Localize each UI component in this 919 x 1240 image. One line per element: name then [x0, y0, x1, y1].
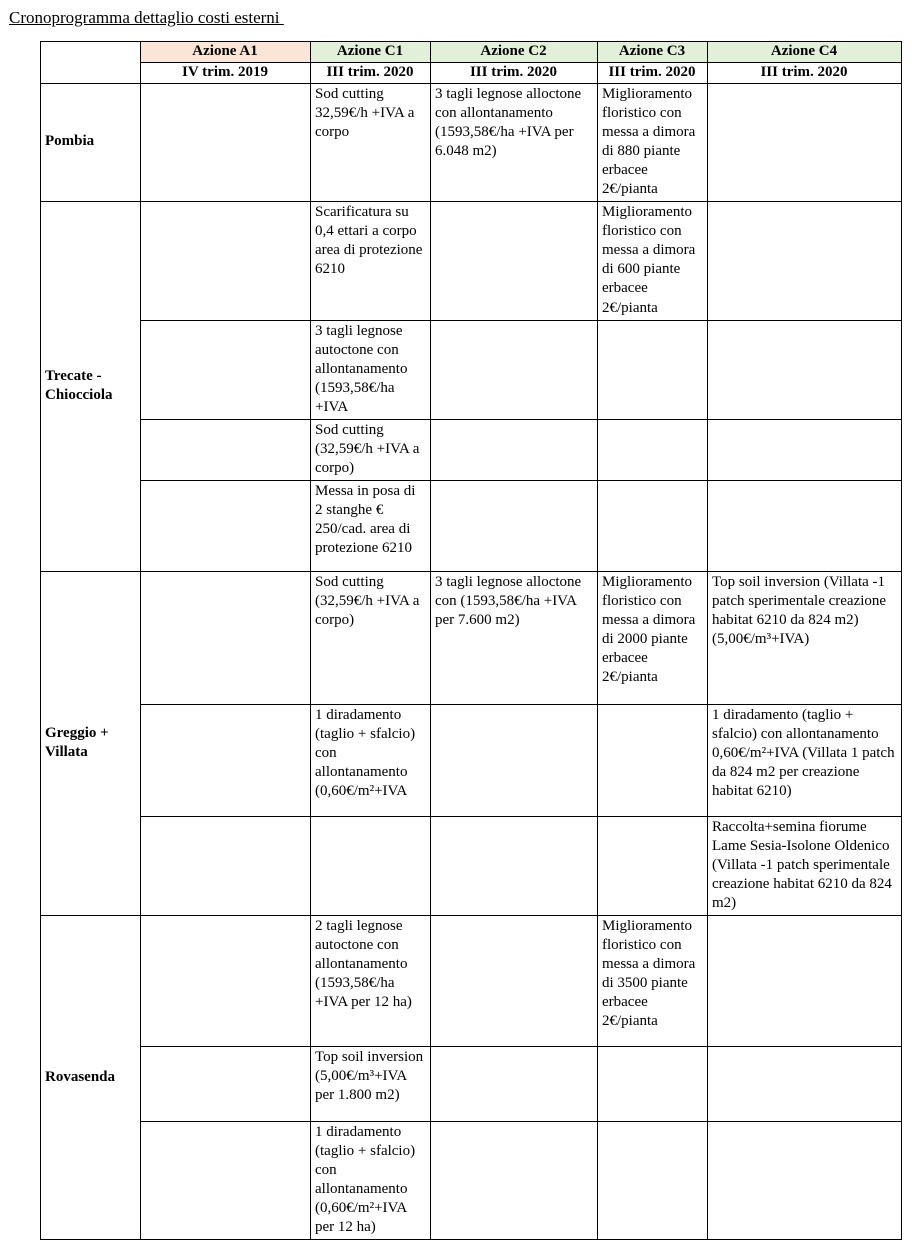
cell-greggio-villata-r3-azione-c3	[598, 816, 708, 915]
cell-trecate-chiocciola-r4-azione-c2	[431, 480, 598, 571]
table-row	[41, 916, 902, 1047]
cell-greggio-villata-r3-azione-c2	[431, 816, 598, 915]
cell-trecate-chiocciola-r2-azione-c3	[598, 320, 708, 419]
table-row	[41, 704, 902, 816]
row-label-rovasenda: Rovasenda	[41, 916, 141, 1240]
cell-rovasenda-r1-azione-a1	[141, 916, 311, 1047]
cell-trecate-chiocciola-r2-azione-c4	[708, 320, 902, 419]
cell-trecate-chiocciola-r2-azione-a1	[141, 320, 311, 419]
cell-greggio-villata-r2-azione-a1	[141, 704, 311, 816]
cell-greggio-villata-r3-azione-c1	[311, 816, 431, 915]
cell-trecate-chiocciola-r4-azione-a1	[141, 480, 311, 571]
cell-trecate-chiocciola-r2-azione-c2	[431, 320, 598, 419]
cell-trecate-chiocciola-r3-azione-a1	[141, 419, 311, 480]
cell-trecate-chiocciola-r3-azione-c2	[431, 419, 598, 480]
cell-rovasenda-r3-azione-c2	[431, 1122, 598, 1240]
cell-trecate-chiocciola-r4-azione-c3	[598, 480, 708, 571]
cell-greggio-villata-r2-azione-c1: 1 diradamento (taglio + sfalcio) con allontanamento (0,60€/m²+IVA	[311, 704, 431, 816]
table-row	[41, 816, 902, 915]
cell-trecate-chiocciola-r1-azione-c2	[431, 202, 598, 320]
cell-rovasenda-r3-azione-a1	[141, 1122, 311, 1240]
cell-rovasenda-r3-azione-c4	[708, 1122, 902, 1240]
cell-trecate-chiocciola-r1-azione-c4	[708, 202, 902, 320]
cell-trecate-chiocciola-r4-azione-c4	[708, 480, 902, 571]
cell-greggio-villata-r1-azione-c3: Miglioramento floristico con messa a dimora di 2000 piante erbacee 2€/pianta	[598, 571, 708, 704]
cell-greggio-villata-r3-azione-c4: Raccolta+semina fiorume Lame Sesia-Isolone Oldenico (Villata -1 patch sperimentale creazione habitat 6210 da 824 m2)	[708, 816, 902, 915]
cell-pombia-r1-azione-c4	[708, 84, 902, 202]
cell-greggio-villata-r3-azione-a1	[141, 816, 311, 915]
table-row	[41, 480, 902, 571]
cell-trecate-chiocciola-r1-azione-c1: Scarificatura su 0,4 ettari a corpo area di protezione 6210	[311, 202, 431, 320]
table-row	[41, 202, 902, 320]
period-header-azione-a1: IV trim. 2019	[141, 63, 311, 84]
table-row	[41, 419, 902, 480]
cell-greggio-villata-r1-azione-c1: Sod cutting (32,59€/h +IVA a corpo)	[311, 571, 431, 704]
table-row	[41, 571, 902, 704]
cell-trecate-chiocciola-r1-azione-a1	[141, 202, 311, 320]
row-label-greggio-villata: Greggio + Villata	[41, 571, 141, 915]
column-header-azione-c4: Azione C4	[708, 42, 902, 63]
cell-trecate-chiocciola-r3-azione-c3	[598, 419, 708, 480]
cell-pombia-r1-azione-a1	[141, 84, 311, 202]
header-corner-spacer	[41, 42, 141, 84]
cell-rovasenda-r1-azione-c4	[708, 916, 902, 1047]
cell-pombia-r1-azione-c3: Miglioramento floristico con messa a dimora di 880 piante erbacee 2€/pianta	[598, 84, 708, 202]
cell-trecate-chiocciola-r3-azione-c1: Sod cutting (32,59€/h +IVA a corpo)	[311, 419, 431, 480]
cell-rovasenda-r2-azione-c1: Top soil inversion (5,00€/m³+IVA per 1.800 m2)	[311, 1047, 431, 1122]
cell-rovasenda-r3-azione-c3	[598, 1122, 708, 1240]
cell-rovasenda-r3-azione-c1: 1 diradamento (taglio + sfalcio) con allontanamento (0,60€/m²+IVA per 12 ha)	[311, 1122, 431, 1240]
cell-trecate-chiocciola-r4-azione-c1: Messa in posa di 2 stanghe € 250/cad. area di protezione 6210	[311, 480, 431, 571]
period-header-azione-c4: III trim. 2020	[708, 63, 902, 84]
cell-trecate-chiocciola-r3-azione-c4	[708, 419, 902, 480]
cell-rovasenda-r2-azione-a1	[141, 1047, 311, 1122]
table-row	[41, 84, 902, 202]
cell-greggio-villata-r2-azione-c4: 1 diradamento (taglio + sfalcio) con allontanamento 0,60€/m²+IVA (Villata 1 patch da 824 m2 per creazione habitat 6210)	[708, 704, 902, 816]
cell-rovasenda-r1-azione-c3: Miglioramento floristico con messa a dimora di 3500 piante erbacee 2€/pianta	[598, 916, 708, 1047]
cost-schedule-table	[40, 41, 902, 1240]
cell-pombia-r1-azione-c1: Sod cutting 32,59€/h +IVA a corpo	[311, 84, 431, 202]
cell-trecate-chiocciola-r2-azione-c1: 3 tagli legnose autoctone con allontanamento (1593,58€/ha +IVA	[311, 320, 431, 419]
period-header-azione-c3: III trim. 2020	[598, 63, 708, 84]
table-row	[41, 320, 902, 419]
document-title: Cronoprogramma dettaglio costi esterni	[9, 8, 284, 27]
cell-pombia-r1-azione-c2: 3 tagli legnose alloctone con allontanamento (1593,58€/ha +IVA per 6.048 m2)	[431, 84, 598, 202]
table-body	[41, 84, 902, 1240]
table-header	[41, 42, 902, 84]
column-header-azione-a1: Azione A1	[141, 42, 311, 63]
cell-greggio-villata-r1-azione-c4: Top soil inversion (Villata -1 patch sperimentale creazione habitat 6210 da 824 m2) (5,00€/m³+IVA)	[708, 571, 902, 704]
column-header-azione-c3: Azione C3	[598, 42, 708, 63]
cell-rovasenda-r2-azione-c3	[598, 1047, 708, 1122]
row-label-trecate-chiocciola: Trecate - Chiocciola	[41, 202, 141, 572]
cell-rovasenda-r1-azione-c2	[431, 916, 598, 1047]
cell-rovasenda-r2-azione-c2	[431, 1047, 598, 1122]
period-header-azione-c1: III trim. 2020	[311, 63, 431, 84]
cell-greggio-villata-r1-azione-c2: 3 tagli legnose alloctone con (1593,58€/ha +IVA per 7.600 m2)	[431, 571, 598, 704]
column-header-azione-c2: Azione C2	[431, 42, 598, 63]
cell-greggio-villata-r1-azione-a1	[141, 571, 311, 704]
column-header-azione-c1: Azione C1	[311, 42, 431, 63]
period-header-azione-c2: III trim. 2020	[431, 63, 598, 84]
table-row	[41, 1122, 902, 1240]
cell-trecate-chiocciola-r1-azione-c3: Miglioramento floristico con messa a dimora di 600 piante erbacee 2€/pianta	[598, 202, 708, 320]
cell-rovasenda-r1-azione-c1: 2 tagli legnose autoctone con allontanamento (1593,58€/ha +IVA per 12 ha)	[311, 916, 431, 1047]
row-label-pombia: Pombia	[41, 84, 141, 202]
cell-greggio-villata-r2-azione-c2	[431, 704, 598, 816]
cell-greggio-villata-r2-azione-c3	[598, 704, 708, 816]
cell-rovasenda-r2-azione-c4	[708, 1047, 902, 1122]
table-row	[41, 1047, 902, 1122]
